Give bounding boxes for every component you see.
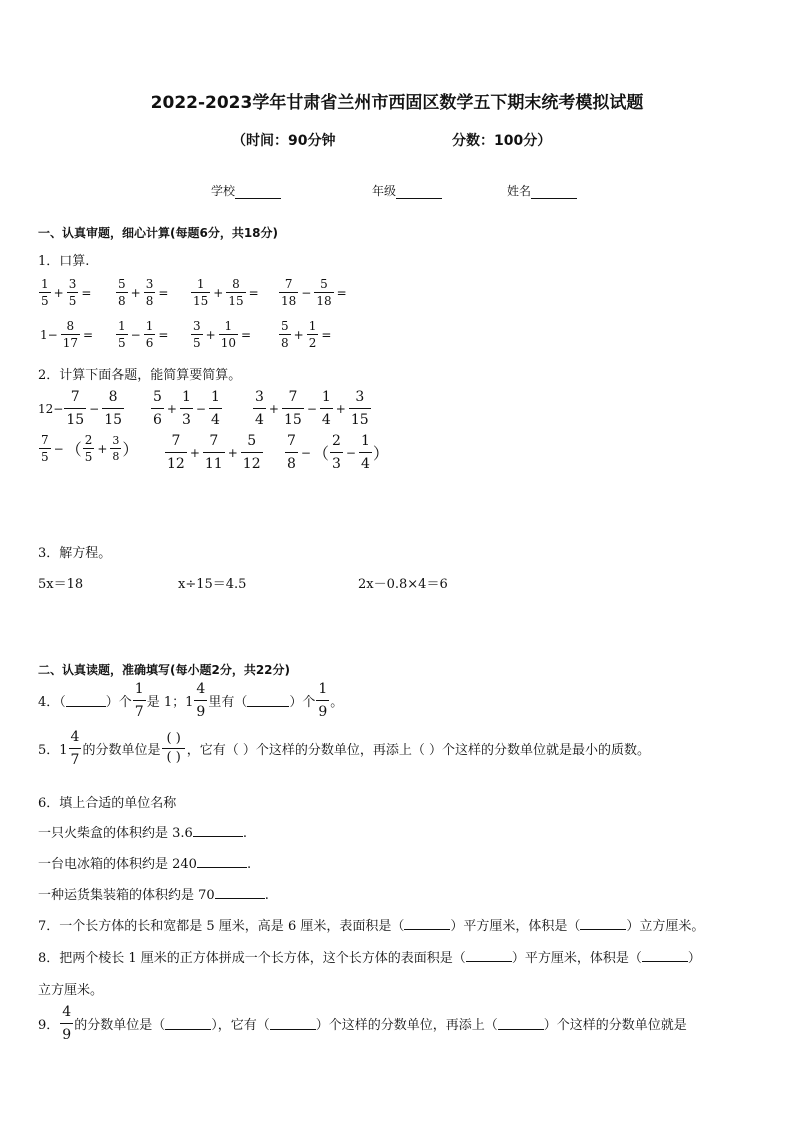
q2-expr-1 <box>38 390 125 427</box>
q4-text: 。 <box>330 695 344 710</box>
equals-sign: = <box>248 285 259 300</box>
fraction: $\frac{8}{15}$ <box>104 389 123 428</box>
q2-e1-lead: 12− <box>38 401 64 416</box>
q3-label: 3．解方程。 <box>38 546 112 561</box>
numerator: 5 <box>118 277 126 291</box>
q5-text: 的分数单位是 <box>82 743 161 758</box>
fraction: $\frac{1}{3}$ <box>181 389 191 428</box>
section1-header: 一、认真审题，细心计算(每题6分，共18分) <box>38 226 279 240</box>
equals-sign: = <box>336 285 347 300</box>
denominator: 8 <box>118 294 126 308</box>
q9-blank-2[interactable] <box>270 1017 316 1030</box>
q2-expr-3 <box>252 390 372 427</box>
fraction: $\frac{3}{15}$ <box>350 389 369 428</box>
fraction: $\frac{4}{9}$ <box>62 1004 72 1043</box>
fraction: $\frac{7}{12}$ <box>167 433 185 472</box>
numerator: 5 <box>320 277 328 291</box>
q1-item <box>190 320 253 349</box>
fraction <box>307 320 319 349</box>
q6-line-text: 一只火柴盒的体积约是 3.6 <box>38 826 193 841</box>
equals-sign: = <box>81 285 92 300</box>
minus-sign: − <box>53 441 64 456</box>
equals-sign: = <box>321 327 332 342</box>
fraction <box>144 320 156 349</box>
operator-sign: + <box>130 285 141 300</box>
q1-item <box>38 320 95 349</box>
fraction <box>219 320 238 349</box>
q4-text: ）个 <box>289 695 316 710</box>
q6-line-end: . <box>264 888 269 903</box>
q5-answer-fraction-box[interactable] <box>162 730 184 767</box>
numerator: 8 <box>232 277 240 291</box>
q5 <box>38 730 650 767</box>
q3-equation-1: 5x＝18 <box>38 577 84 592</box>
q8-text: 8．把两个棱长 1 厘米的正方体拼成一个长方体，这个长方体的表面积是（ <box>38 951 466 966</box>
fraction: $\frac{4}{9}$ <box>196 681 206 720</box>
q8-continued: 立方厘米。 <box>38 983 104 998</box>
exam-time: （时间：90分钟 <box>232 133 336 149</box>
denominator: 18 <box>281 294 297 308</box>
numerator: 1 <box>308 319 317 333</box>
fraction: $\frac{1}{4}$ <box>210 389 220 428</box>
q4 <box>38 682 343 719</box>
fraction: $\frac{2}{5}$ <box>84 433 93 464</box>
minus-sign: − <box>306 401 317 416</box>
page-title: 2022-2023学年甘肃省兰州市西固区数学五下期末统考模拟试题 <box>150 93 644 113</box>
numerator: 1 <box>41 277 49 291</box>
denominator: 6 <box>145 336 154 350</box>
plus-sign: + <box>227 445 238 460</box>
name-label: 姓名 <box>507 184 532 198</box>
denominator: 5 <box>41 294 49 308</box>
q1-item <box>190 278 261 307</box>
q8-text: ） <box>687 951 701 966</box>
q6-blank-1[interactable] <box>193 824 243 837</box>
operator-sign: + <box>205 327 216 342</box>
q1-item <box>115 278 170 307</box>
fraction <box>144 278 156 307</box>
whole-minus: 1− <box>40 327 58 342</box>
q7-blank-1[interactable] <box>404 917 450 930</box>
numerator: 8 <box>66 319 75 333</box>
grade-label: 年级 <box>372 184 397 198</box>
q6-line-text: 一种运货集装箱的体积约是 70 <box>38 888 215 903</box>
q6-line-end: . <box>246 857 252 872</box>
plus-sign: + <box>335 401 346 416</box>
numerator: 7 <box>284 277 293 291</box>
q7-text: ）立方厘米。 <box>626 919 705 934</box>
q9 <box>38 1005 687 1042</box>
fraction <box>61 320 80 349</box>
fraction <box>39 278 51 307</box>
denominator: 8 <box>281 336 289 350</box>
fraction <box>226 278 245 307</box>
q9-text: ）个这样的分数单位，再添上（ <box>315 1018 498 1033</box>
q8-blank-2[interactable] <box>642 949 688 962</box>
school-label: 学校 <box>211 184 236 198</box>
minus-sign: − <box>195 401 206 416</box>
q9-text: 9． <box>38 1018 60 1033</box>
fraction: $\frac{1}{7}$ <box>134 681 144 720</box>
q7-blank-2[interactable] <box>580 917 626 930</box>
operator-sign: − <box>301 285 312 300</box>
denominator: 5 <box>68 294 77 308</box>
denominator: 10 <box>220 336 236 350</box>
numerator: 1 <box>118 319 126 333</box>
fraction: $\frac{7}{8}$ <box>287 433 296 472</box>
fraction: $\frac{7}{15}$ <box>66 389 85 428</box>
school-blank[interactable] <box>235 186 281 199</box>
q1-label: 1．口算. <box>38 254 90 269</box>
fraction: $\frac{2}{3}$ <box>332 433 341 472</box>
equals-sign: = <box>158 285 169 300</box>
school-field <box>211 182 281 199</box>
fraction <box>116 320 128 349</box>
q2-expr-2 <box>150 390 223 427</box>
q9-blank-3[interactable] <box>498 1017 544 1030</box>
q7 <box>38 915 704 934</box>
q1-item <box>278 320 333 349</box>
q7-text: 7．一个长方体的长和宽都是 5 厘米，高是 6 厘米，表面积是（ <box>38 919 405 934</box>
fraction <box>67 278 79 307</box>
q6-blank-3[interactable] <box>215 886 265 899</box>
q6-line-1 <box>38 822 247 841</box>
fraction: $\frac{7}{11}$ <box>204 433 223 472</box>
minus-sign: − <box>89 401 100 416</box>
denominator: 2 <box>308 336 317 350</box>
q2-expr-5 <box>164 434 264 471</box>
q9-blank-1[interactable] <box>165 1017 211 1030</box>
q6-line-text: 一台电冰箱的体积约是 240 <box>38 857 197 872</box>
fraction: $\frac{3}{4}$ <box>255 389 264 428</box>
q5-box-bottom: ( ) <box>162 748 184 767</box>
fraction: $\frac{1}{4}$ <box>360 433 370 472</box>
numerator: 1 <box>145 319 154 333</box>
q6-line-2 <box>38 853 251 872</box>
plus-sign: + <box>166 401 177 416</box>
q5-text: 5．1 <box>38 743 68 758</box>
q7-text: ）平方厘米，体积是（ <box>450 919 581 934</box>
plus-sign: + <box>97 441 108 456</box>
numerator: 3 <box>68 277 77 291</box>
q1-item <box>278 278 349 307</box>
plus-sign: + <box>268 401 279 416</box>
q2-expr-6 <box>284 434 389 471</box>
section2-header: 二、认真读题，准确填写(每小题2分，共22分) <box>38 663 291 677</box>
left-paren: （ <box>65 440 82 459</box>
denominator: 15 <box>228 294 244 308</box>
grade-field <box>372 182 442 199</box>
denominator: 17 <box>62 336 78 350</box>
grade-blank[interactable] <box>396 186 442 199</box>
fraction <box>191 278 210 307</box>
q5-box-top: ( ) <box>166 731 181 746</box>
q6-line-end: . <box>242 826 247 841</box>
denominator: 8 <box>145 294 154 308</box>
fraction <box>279 278 298 307</box>
q1-item <box>115 320 170 349</box>
fraction <box>279 320 291 349</box>
q3-equation-3: 2x－0.8×4＝6 <box>358 577 448 592</box>
left-paren: （ <box>312 444 329 463</box>
fraction <box>314 278 333 307</box>
q4-blank-2[interactable] <box>247 694 289 707</box>
q1-item <box>38 278 93 307</box>
name-blank[interactable] <box>531 186 577 199</box>
q9-text: ）个这样的分数单位就是 <box>543 1018 687 1033</box>
plus-sign: + <box>189 445 200 460</box>
q4-blank-1[interactable] <box>66 694 106 707</box>
q8 <box>38 947 701 966</box>
equals-sign: = <box>158 327 169 342</box>
q5-text: ，它有（ ）个这样的分数单位，再添上（ ）个这样的分数单位就是最小的质数。 <box>186 743 651 758</box>
fraction: $\frac{1}{9}$ <box>318 681 328 720</box>
fraction <box>116 278 128 307</box>
q8-blank-1[interactable] <box>466 949 512 962</box>
numerator: 5 <box>281 319 289 333</box>
equals-sign: = <box>240 327 252 342</box>
q6-blank-2[interactable] <box>197 855 247 868</box>
q2-expr-4 <box>38 434 138 463</box>
fraction: $\frac{5}{12}$ <box>242 433 261 472</box>
denominator: 5 <box>193 336 201 350</box>
numerator: 1 <box>196 277 205 291</box>
right-paren: ） <box>372 444 389 463</box>
q6-line-3 <box>38 884 269 903</box>
q4-text: ）个 <box>105 695 132 710</box>
name-field <box>507 182 577 199</box>
operator-sign: + <box>293 327 304 342</box>
q4-text: 里有（ <box>208 695 248 710</box>
equals-sign: = <box>82 327 94 342</box>
minus-sign: − <box>300 445 311 460</box>
operator-sign: + <box>213 285 224 300</box>
q4-text: 4．（ <box>38 695 66 710</box>
numerator: 3 <box>145 277 154 291</box>
fraction: $\frac{5}{6}$ <box>153 389 162 428</box>
q8-text: ）平方厘米，体积是（ <box>511 951 642 966</box>
minus-sign: − <box>345 445 356 460</box>
exam-score: 分数：100分） <box>452 133 552 149</box>
denominator: 15 <box>193 294 209 308</box>
q4-text: 是 1；1 <box>146 695 194 710</box>
right-paren: ） <box>122 440 139 459</box>
operator-sign: + <box>53 285 64 300</box>
operator-sign: − <box>130 327 141 342</box>
fraction <box>191 320 203 349</box>
q6-label: 6．填上合适的单位名称 <box>38 796 177 811</box>
fraction: $\frac{7}{5}$ <box>41 433 49 464</box>
q2-label: 2．计算下面各题，能简算要简算。 <box>38 368 242 383</box>
fraction: $\frac{1}{4}$ <box>321 389 331 428</box>
numerator: 3 <box>193 319 201 333</box>
fraction: $\frac{3}{8}$ <box>112 434 120 463</box>
fraction: $\frac{4}{7}$ <box>70 729 80 768</box>
numerator: 1 <box>224 319 233 333</box>
q3-equation-2: x÷15＝4.5 <box>178 577 247 592</box>
denominator: 18 <box>316 294 332 308</box>
q9-text: ），它有（ <box>211 1018 270 1033</box>
denominator: 5 <box>118 336 126 350</box>
q9-text: 的分数单位是（ <box>74 1018 166 1033</box>
fraction: $\frac{7}{15}$ <box>283 389 302 428</box>
